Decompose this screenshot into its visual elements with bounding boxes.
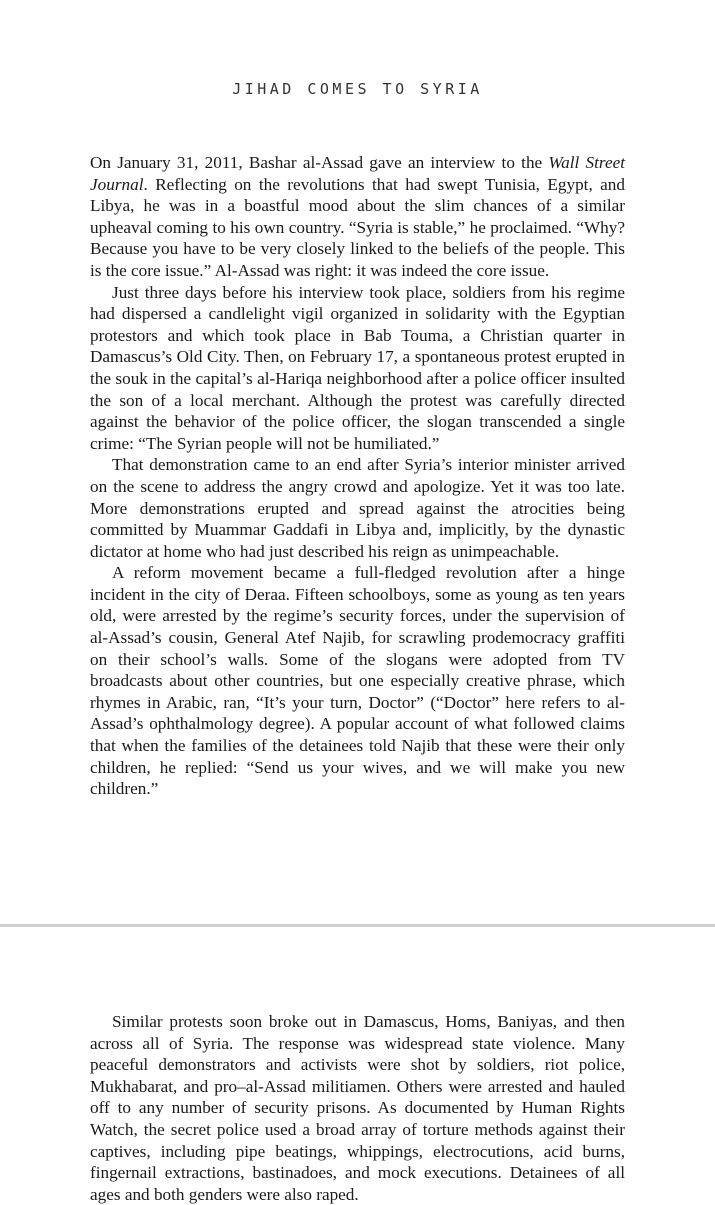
- running-head: JIHAD COMES TO SYRIA: [232, 80, 483, 98]
- body-text-bottom: [90, 1011, 625, 1205]
- body-text-top: [90, 152, 625, 800]
- book-page-bottom: [0, 927, 715, 1204]
- paragraph-5: Similar protests soon broke out in Damascus, Homs, Baniyas, and then across all of Syria. The response was widespread state violence. Many peaceful demonstrators and activists were shot by soldiers, riot police, Mukhabarat, and pro–al-Assad militiamen. Others were arrested and hauled off to any number of security prisons. As documented by Human Rights Watch, the secret police used a broad array of torture methods against their captives, including pipe beatings, whippings, electrocutions, acid burns, fingernail extractions, bastinadoes, and mock executions. Detainees of all ages and both genders were also raped.: [90, 1012, 625, 1204]
- paragraph-1: [90, 152, 625, 282]
- publication-title: Wall Street Journal: [90, 153, 625, 194]
- paragraph-3: That demonstration came to an end after Syria’s interior minister arrived on the scene to address the angry crowd and apologize. Yet it was too late. More demonstrations erupted and spread against the atrocities being committed by Muammar Gaddafi in Libya and, implicitly, by the dynastic dictator at home who had just described his reign as unimpeachable.: [90, 455, 625, 561]
- paragraph-2: Just three days before his interview took place, soldiers from his regime had dispersed a candlelight vigil organized in solidarity with the Egyptian protestors and which took place in Bab Touma, a Christian quarter in Damascus’s Old City. Then, on February 17, a spontaneous protest erupted in the souk in the capital’s al-Hariqa neighborhood after a police officer insulted the son of a local merchant. Although the protest was carefully directed against the behavior of the police officer, the slogan transcended a single crime: “The Syrian people will not be humiliated.”: [90, 282, 625, 453]
- paragraph-4: A reform movement became a full-fledged revolution after a hinge incident in the city of Deraa. Fifteen schoolboys, some as young as ten years old, were arrested by the regime’s security forces, under the supervision of al-Assad’s cousin, General Atef Najib, for scrawling prodemocracy graffiti on their school’s walls. Some of the slogans were adopted from TV broadcasts about other countries, but one especially creative phrase, which rhymes in Arabic, ran, “It’s your turn, Doctor” (“Doctor” here refers to al-Assad’s ophthalmology degree). A popular account of what followed claims that when the families of the detainees told Najib that these were their only children, he replied: “Send us your wives, and we will make you new children.”: [90, 563, 625, 799]
- paragraph-1-text-a: On January 31, 2011, Bashar al-Assad gave an interview to the: [90, 153, 549, 172]
- paragraph-1-text-b: . Reflecting on the revolutions that had swept Tunisia, Egypt, and Libya, he was in a boastful mood about the slim chances of a similar upheaval coming to his own country. “Syria is stable,” he proclaimed. “Why? Because you have to be very closely linked to the beliefs of the people. This is the core issue.” Al-Assad was right: it was indeed the core issue.: [90, 174, 625, 280]
